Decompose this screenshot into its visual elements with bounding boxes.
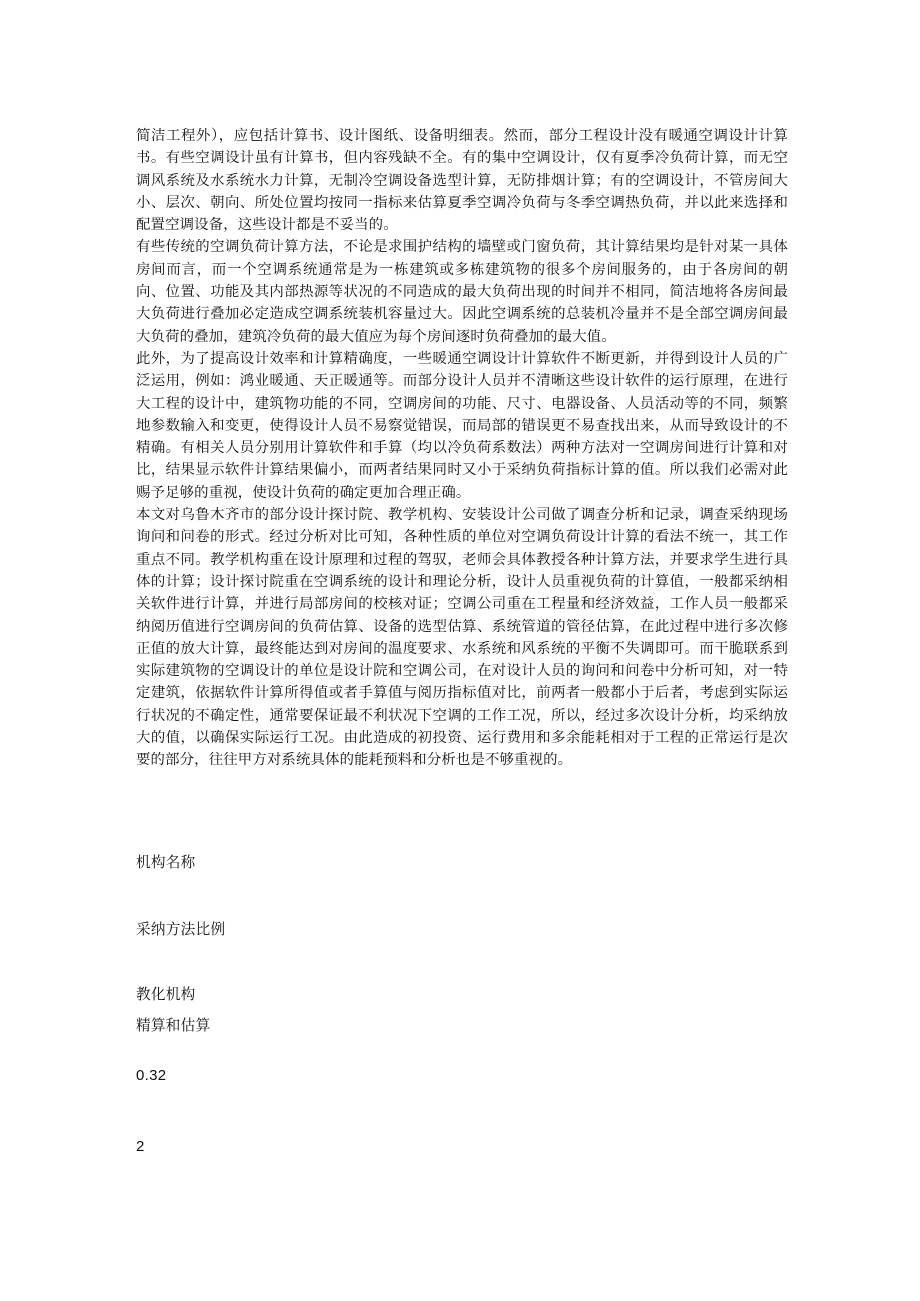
table-header-institution: 机构名称: [136, 854, 196, 871]
paragraph-3: 此外，为了提高设计效率和计算精确度，一些暖通空调设计计算软件不断更新，并得到设计人员的广泛运用，例如：鸿业暖通、天正暖通等。而部分设计人员并不清晰这些设计软件的运行原理，在进行大工程的设计中，建筑物功能的不同，空调房间的功能、尺寸、电器设备、人员活动等的不同，频繁地参数输入和变更，使得设计人员不易察觉错误，而局部的错误更不易查找出来，从而导致设计的不精确。有相关人员分别用计算软件和手算（均以冷负荷系数法）两种方法对一空调房间进行计算和对比，结果显示软件计算结果偏小，而两者结果同时又小于采纳负荷指标计算的值。所以我们必需对此赐予足够的重视，使设计负荷的确定更加合理正确。: [136, 350, 788, 501]
paragraph-4: 本文对乌鲁木齐市的部分设计探讨院、教学机构、安装设计公司做了调查分析和记录，调查采纳现场询问和问卷的形式。经过分析对比可知，各种性质的单位对空调负荷设计计算的看法不统一，其工作重点不同。教学机构重在设计原理和过程的驾驭，老师会具体教授各种计算方法，并要求学生进行具体的计算；设计探讨院重在空调系统的设计和理论分析，设计人员重视负荷的计算值，一般都采纳相关软件进行计算，并进行局部房间的校核对证；空调公司重在工程量和经济效益，工作人员一般都采纳阅历值进行空调房间的负荷估算、设备的选型估算、系统管道的管径估算，在此过程中进行多次修正值的放大计算，最终能达到对房间的温度要求、水系统和风系统的平衡不失调即可。而干脆联系到实际建筑物的空调设计的单位是设计院和空调公司，在对设计人员的询问和问卷中分析可知，对一特定建筑，依据软件计算所得值或者手算值与阅历指标值对比，前两者一般都小于后者，考虑到实际运行状况的不确定性，通常要保证最不利状况下空调的工作工况，所以，经过多次设计分析，均采纳放大的值，以确保实际运行工况。由此造成的初投资、运行费用和多余能耗相对于工程的正常运行是次要的部分，往往甲方对系统具体的能耗预料和分析也是不够重视的。: [136, 507, 788, 769]
paragraph-2: 有些传统的空调负荷计算方法，不论是求围护结构的墙壁或门窗负荷，其计算结果均是针对某一具体房间而言，而一个空调系统通常是为一栋建筑或多栋建筑物的很多个房间服务的，由于各房间的朝向、位置、功能及其内部热源等状况的不同造成的最大负荷出现的时间并不相同，简洁地将各房间最大负荷进行叠加必定造成空调系统装机容量过大。因此空调系统的总装机冷量并不是全部空调房间最大负荷的叠加，建筑冷负荷的最大值应为每个房间逐时负荷叠加的最大值。: [136, 239, 788, 345]
paragraph-1: 简洁工程外），应包括计算书、设计图纸、设备明细表。然而，部分工程设计没有暖通空调设计计算书。有些空调设计虽有计算书，但内容残缺不全。有的集中空调设计，仅有夏季冷负荷计算，而无空调风系统及水系统水力计算，无制冷空调设备选型计算，无防排烟计算；有的空调设计，不管房间大小、层次、朝向、所处位置均按同一指标来估算夏季空调冷负荷与冬季空调热负荷，并以此来选择和配置空调设备，这些设计都是不妥当的。: [136, 128, 788, 234]
table-cell-ratio: 0.32: [136, 1067, 167, 1084]
body-text: [136, 125, 788, 772]
page-number: 2: [136, 1138, 145, 1155]
table-header-method-ratio: 采纳方法比例: [136, 921, 226, 938]
table-cell-method: 精算和估算: [136, 1017, 211, 1034]
table-cell-institution: 教化机构: [136, 986, 196, 1003]
